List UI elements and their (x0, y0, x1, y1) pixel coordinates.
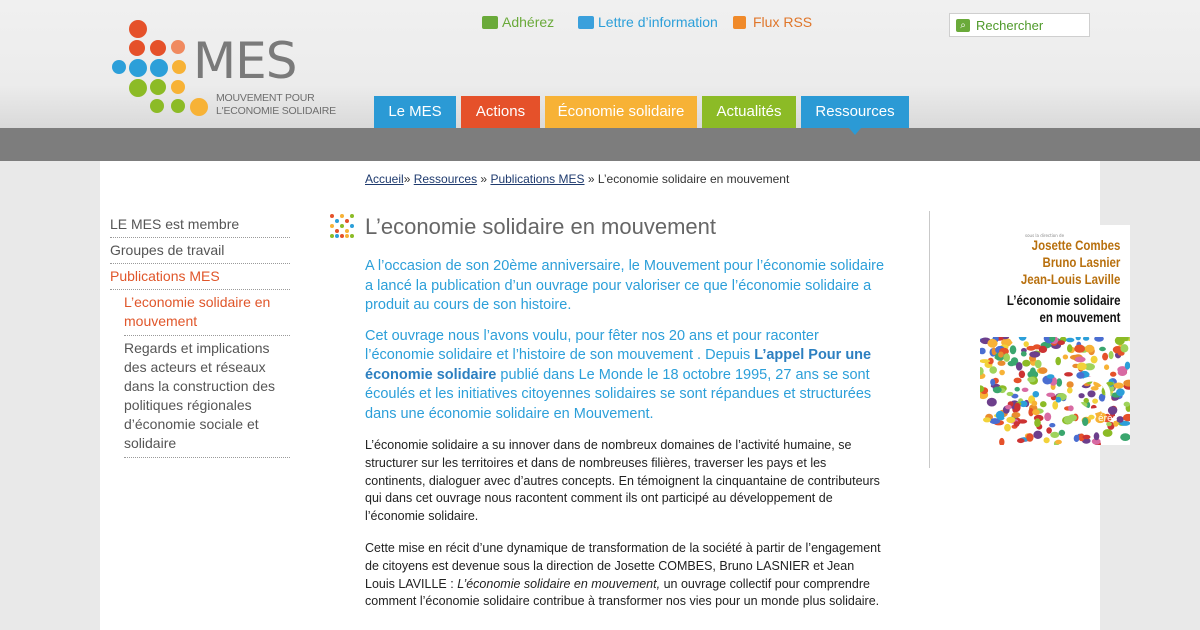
mosaic-tile (1109, 351, 1114, 359)
title-dot (330, 234, 334, 238)
lead2-text: Cet ouvrage nous l’avons voulu, pour fêter nos 20 ans et pour raconter l’économie solidaire et l’histoire de son mouvement . Depuis (365, 327, 819, 363)
mosaic-tile (1014, 403, 1020, 412)
mosaic-tile (1033, 431, 1042, 439)
rss-icon (733, 16, 746, 29)
mosaic-tile (1006, 417, 1015, 423)
title-dot (335, 229, 339, 233)
mosaic-tile (1005, 405, 1012, 410)
mosaic-tile (990, 379, 995, 386)
sidebar-item-membre[interactable]: LE MES est membre (110, 212, 290, 238)
mosaic-tile (1050, 432, 1059, 438)
cover-authors (1020, 237, 1120, 288)
mosaic-tile (1075, 357, 1086, 363)
nav-ressources[interactable]: Ressources (801, 96, 909, 128)
mosaic-tile (1092, 399, 1098, 404)
mosaic-tile (1083, 337, 1089, 341)
breadcrumb-sep: » (403, 172, 411, 186)
mosaic-tile (1116, 388, 1125, 396)
cover-direction: sous la direction de (1025, 233, 1065, 238)
mosaic-tile (1094, 432, 1100, 440)
lead2-text-end: publié dans Le Monde le 18 octobre 1995, 27 ans se sont écoulés et les initiatives citoyennes solidaires se sont répandues et structurées dans une économie solidaire en Mouvement. (365, 366, 872, 422)
book-cover[interactable] (980, 225, 1130, 445)
breadcrumb-sep: » (480, 172, 488, 186)
cover-author: Jean-Louis Laville (1020, 271, 1120, 287)
mosaic-tile (1076, 337, 1081, 340)
mosaic-tile (1118, 369, 1127, 376)
title-dot (350, 224, 354, 228)
mosaic-tile (1067, 387, 1073, 393)
mosaic-tile (1035, 360, 1042, 369)
mosaic-tile (1104, 364, 1109, 370)
mosaic-tile (1055, 357, 1061, 365)
logo-dot (172, 60, 186, 74)
mosaic-tile (1010, 345, 1017, 354)
title-dot (340, 214, 344, 218)
mosaic-tile (1029, 351, 1040, 357)
sidebar-item-publications[interactable]: Publications MES (110, 268, 220, 284)
header-band (0, 128, 1200, 161)
mosaic-tile (1083, 435, 1091, 440)
mosaic-tile (1074, 435, 1080, 442)
mosaic-tile (993, 387, 1002, 394)
body-paragraph-2 (365, 540, 885, 611)
sidebar-item-groupes[interactable]: Groupes de travail (110, 238, 290, 264)
mail-icon (578, 16, 594, 29)
chat-icon (482, 16, 498, 29)
logo-text: MES (193, 32, 297, 90)
mosaic-tile (1114, 383, 1124, 389)
mosaic-tile (998, 416, 1005, 420)
mosaic-tile (1068, 405, 1074, 411)
title-dot (335, 234, 339, 238)
mosaic-tile (1085, 345, 1095, 353)
content-area (100, 161, 1120, 630)
mosaic-tile (987, 398, 997, 407)
sidebar-subitem-regards[interactable]: Regards et implications des acteurs et réseaux dans la construction des politiques régionales d’économie sociale et solidaire (124, 336, 290, 458)
logo-dot (150, 79, 166, 95)
mosaic-tile (1004, 424, 1011, 432)
mosaic-tile (980, 348, 986, 355)
logo-dot (171, 80, 185, 94)
mosaic-tile (1007, 392, 1014, 396)
mosaic-tile (1067, 381, 1074, 388)
mosaic-tile (1066, 338, 1075, 343)
mosaic-tile (1064, 372, 1073, 376)
rss-label: Flux RSS (753, 14, 813, 30)
nav-actions[interactable]: Actions (461, 96, 540, 128)
para2-book-title: L’économie solidaire en mouvement, (457, 576, 661, 591)
mosaic-tile (1049, 423, 1055, 427)
breadcrumb-ressources[interactable]: Ressources (413, 172, 478, 186)
appel-link[interactable]: L’appel Pour une économie solidaire (365, 347, 872, 383)
mosaic-tile (1063, 355, 1068, 360)
search-icon[interactable]: ⌕ (956, 19, 970, 32)
search-input[interactable] (976, 16, 1086, 35)
mosaic-tile (1046, 427, 1052, 433)
mosaic-tile (1091, 356, 1098, 364)
mosaic-tile (999, 370, 1005, 376)
mosaic-tile (1067, 344, 1072, 352)
breadcrumb-sep: » (587, 172, 595, 186)
logo-dot (150, 59, 168, 77)
mosaic-tile (1034, 419, 1041, 428)
breadcrumb-publications[interactable]: Publications MES (490, 172, 585, 186)
title-dot (330, 214, 334, 218)
mosaic-tile (1120, 433, 1130, 441)
mosaic-tile (1033, 391, 1040, 397)
mosaic-tile (1077, 363, 1087, 371)
mosaic-tile (1015, 387, 1020, 392)
mosaic-tile (1068, 414, 1077, 421)
cover-author: Josette Combes (1031, 237, 1120, 253)
cover-publisher: érès (1098, 414, 1118, 424)
mosaic-tile (1088, 415, 1094, 420)
nav-actualites[interactable]: Actualités (702, 96, 796, 128)
mosaic-tile (1017, 438, 1025, 443)
article-body (365, 257, 885, 625)
mosaic-tile (1027, 377, 1035, 383)
title-dot (350, 234, 354, 238)
mosaic-tile (1087, 390, 1095, 397)
mosaic-tile (1038, 367, 1047, 374)
mosaic-tile (1078, 393, 1084, 398)
mosaic-tile (987, 339, 997, 348)
mosaic-tile (1047, 374, 1055, 379)
mosaic-tile (1076, 372, 1084, 379)
mosaic-tile (1019, 337, 1027, 341)
mosaic-tile (1014, 421, 1020, 427)
title-dot (345, 234, 349, 238)
mosaic-tile (1057, 340, 1065, 345)
mosaic-tile (1014, 378, 1022, 384)
cover-title (1006, 292, 1120, 326)
adherez-label: Adhérez (502, 14, 555, 30)
mosaic-tile (1123, 414, 1130, 421)
title-dot (345, 229, 349, 233)
logo-dot (171, 99, 185, 113)
mosaic-tile (1120, 344, 1128, 352)
mosaic-tile (1082, 417, 1088, 426)
mosaic-tile (1116, 416, 1123, 423)
cover-author: Bruno Lasnier (1042, 254, 1120, 270)
mosaic-tile (1046, 393, 1055, 397)
mosaic-tile (1032, 401, 1038, 407)
logo-dot (150, 99, 164, 113)
logo-dot (129, 79, 147, 97)
mosaic-tile (1022, 388, 1029, 392)
cover-title-line: L’économie solidaire (1006, 292, 1120, 308)
mosaic-tile (1055, 440, 1062, 445)
search-box (949, 13, 1090, 37)
logo-dot (190, 98, 208, 116)
mosaic-tile (1102, 353, 1108, 361)
logo-dot (129, 40, 145, 56)
mosaic-tile (1059, 430, 1065, 436)
mosaic-tile (1044, 413, 1051, 422)
mosaic-tile (1026, 346, 1035, 351)
title-dot (340, 234, 344, 238)
body-paragraph-1: L’économie solidaire a su innover dans de nombreux domaines de l’activité humaine, se structurer sur les territoires et dans de nombreuses filières, traverser les pays et les continents, dialoguer avec d’autres concepts. En témoignent la cinquantaine de contributeurs qui dans cet ouvrage nous racontent comment ils ont participé au développement de l’économie solidaire. (365, 438, 880, 524)
mosaic-tile (1040, 401, 1047, 407)
breadcrumb-home[interactable]: Accueil (365, 172, 404, 186)
breadcrumb-current: L’economie solidaire en mouvement (597, 172, 790, 186)
mosaic-tile (1125, 362, 1130, 370)
mosaic-tile (1056, 397, 1062, 403)
title-dot (345, 219, 349, 223)
mosaic-tile (1002, 340, 1012, 345)
mosaic-tile (1110, 372, 1116, 377)
mosaic-tile (999, 438, 1004, 445)
mosaic-tile (998, 361, 1006, 366)
logo-dot (112, 60, 126, 74)
mosaic-tile (1074, 345, 1085, 353)
column-divider (929, 211, 930, 468)
logo-dot (150, 40, 166, 56)
logo-subtitle (216, 92, 336, 118)
title-dot (335, 219, 339, 223)
newsletter-label: Lettre d’information (598, 14, 718, 30)
mosaic-tile (1099, 347, 1106, 351)
mosaic-tile (1039, 346, 1047, 353)
page-title: L’economie solidaire en mouvement (365, 214, 716, 239)
mosaic-tile (1003, 353, 1010, 362)
title-dot (330, 224, 334, 228)
mosaic-tile (1026, 433, 1033, 442)
mosaic-tile (1022, 360, 1030, 367)
logo-subtitle-line2: L'ECONOMIE SOLIDAIRE (216, 105, 336, 117)
mosaic-tile (1021, 351, 1027, 356)
sidebar-subitem-economie-solidaire[interactable]: L’economie solidaire en mouvement (124, 290, 290, 336)
cover-title-line: en mouvement (1038, 309, 1120, 325)
breadcrumb (365, 172, 789, 186)
mosaic-tile (1019, 371, 1025, 379)
lead-paragraph-1: A l’occasion de son 20ème anniversaire, le Mouvement pour l’économie solidaire a lancé la publication d’un ouvrage pour valoriser ce que l’économie solidaire a produit au cours de son histoire. (365, 258, 885, 313)
logo-subtitle-line1: MOUVEMENT POUR (216, 92, 315, 104)
mosaic-tile (1091, 386, 1099, 390)
mosaic-tile (1124, 402, 1130, 407)
nav-le-mes[interactable]: Le MES (374, 96, 456, 128)
mosaic-tile (1056, 378, 1062, 386)
mosaic-tile (998, 352, 1004, 358)
mosaic-tile (1103, 429, 1113, 437)
title-dot (350, 214, 354, 218)
title-dots-icon (330, 214, 356, 240)
mosaic-tile (983, 417, 991, 422)
mosaic-tile (1016, 362, 1023, 371)
mosaic-tile (1008, 361, 1016, 366)
cover-mosaic-image (980, 337, 1130, 445)
site-logo[interactable] (110, 18, 340, 118)
mosaic-tile (1044, 437, 1050, 443)
para2-text-end: un ouvrage collectif pour comprendre comment l’économie solidaire contribue à transformer nos vies pour un monde plus solidaire. (365, 576, 880, 609)
title-dot (340, 224, 344, 228)
nav-economie-solidaire[interactable]: Économie solidaire (545, 96, 697, 128)
sidebar (110, 212, 290, 458)
mosaic-tile (1024, 341, 1029, 347)
logo-dot (129, 20, 147, 38)
para2-text: Cette mise en récit d’une dynamique de transformation de la société à partir de l’engagement de citoyens est devenue sous la direction de Josette COMBES, Bruno LASNIER et Jean Louis LAVILLE : (365, 540, 881, 591)
mosaic-tile (1032, 409, 1040, 415)
lead-paragraph-2 (365, 327, 885, 425)
logo-dot (171, 40, 185, 54)
logo-dot (129, 59, 147, 77)
mosaic-tile (1094, 337, 1104, 342)
